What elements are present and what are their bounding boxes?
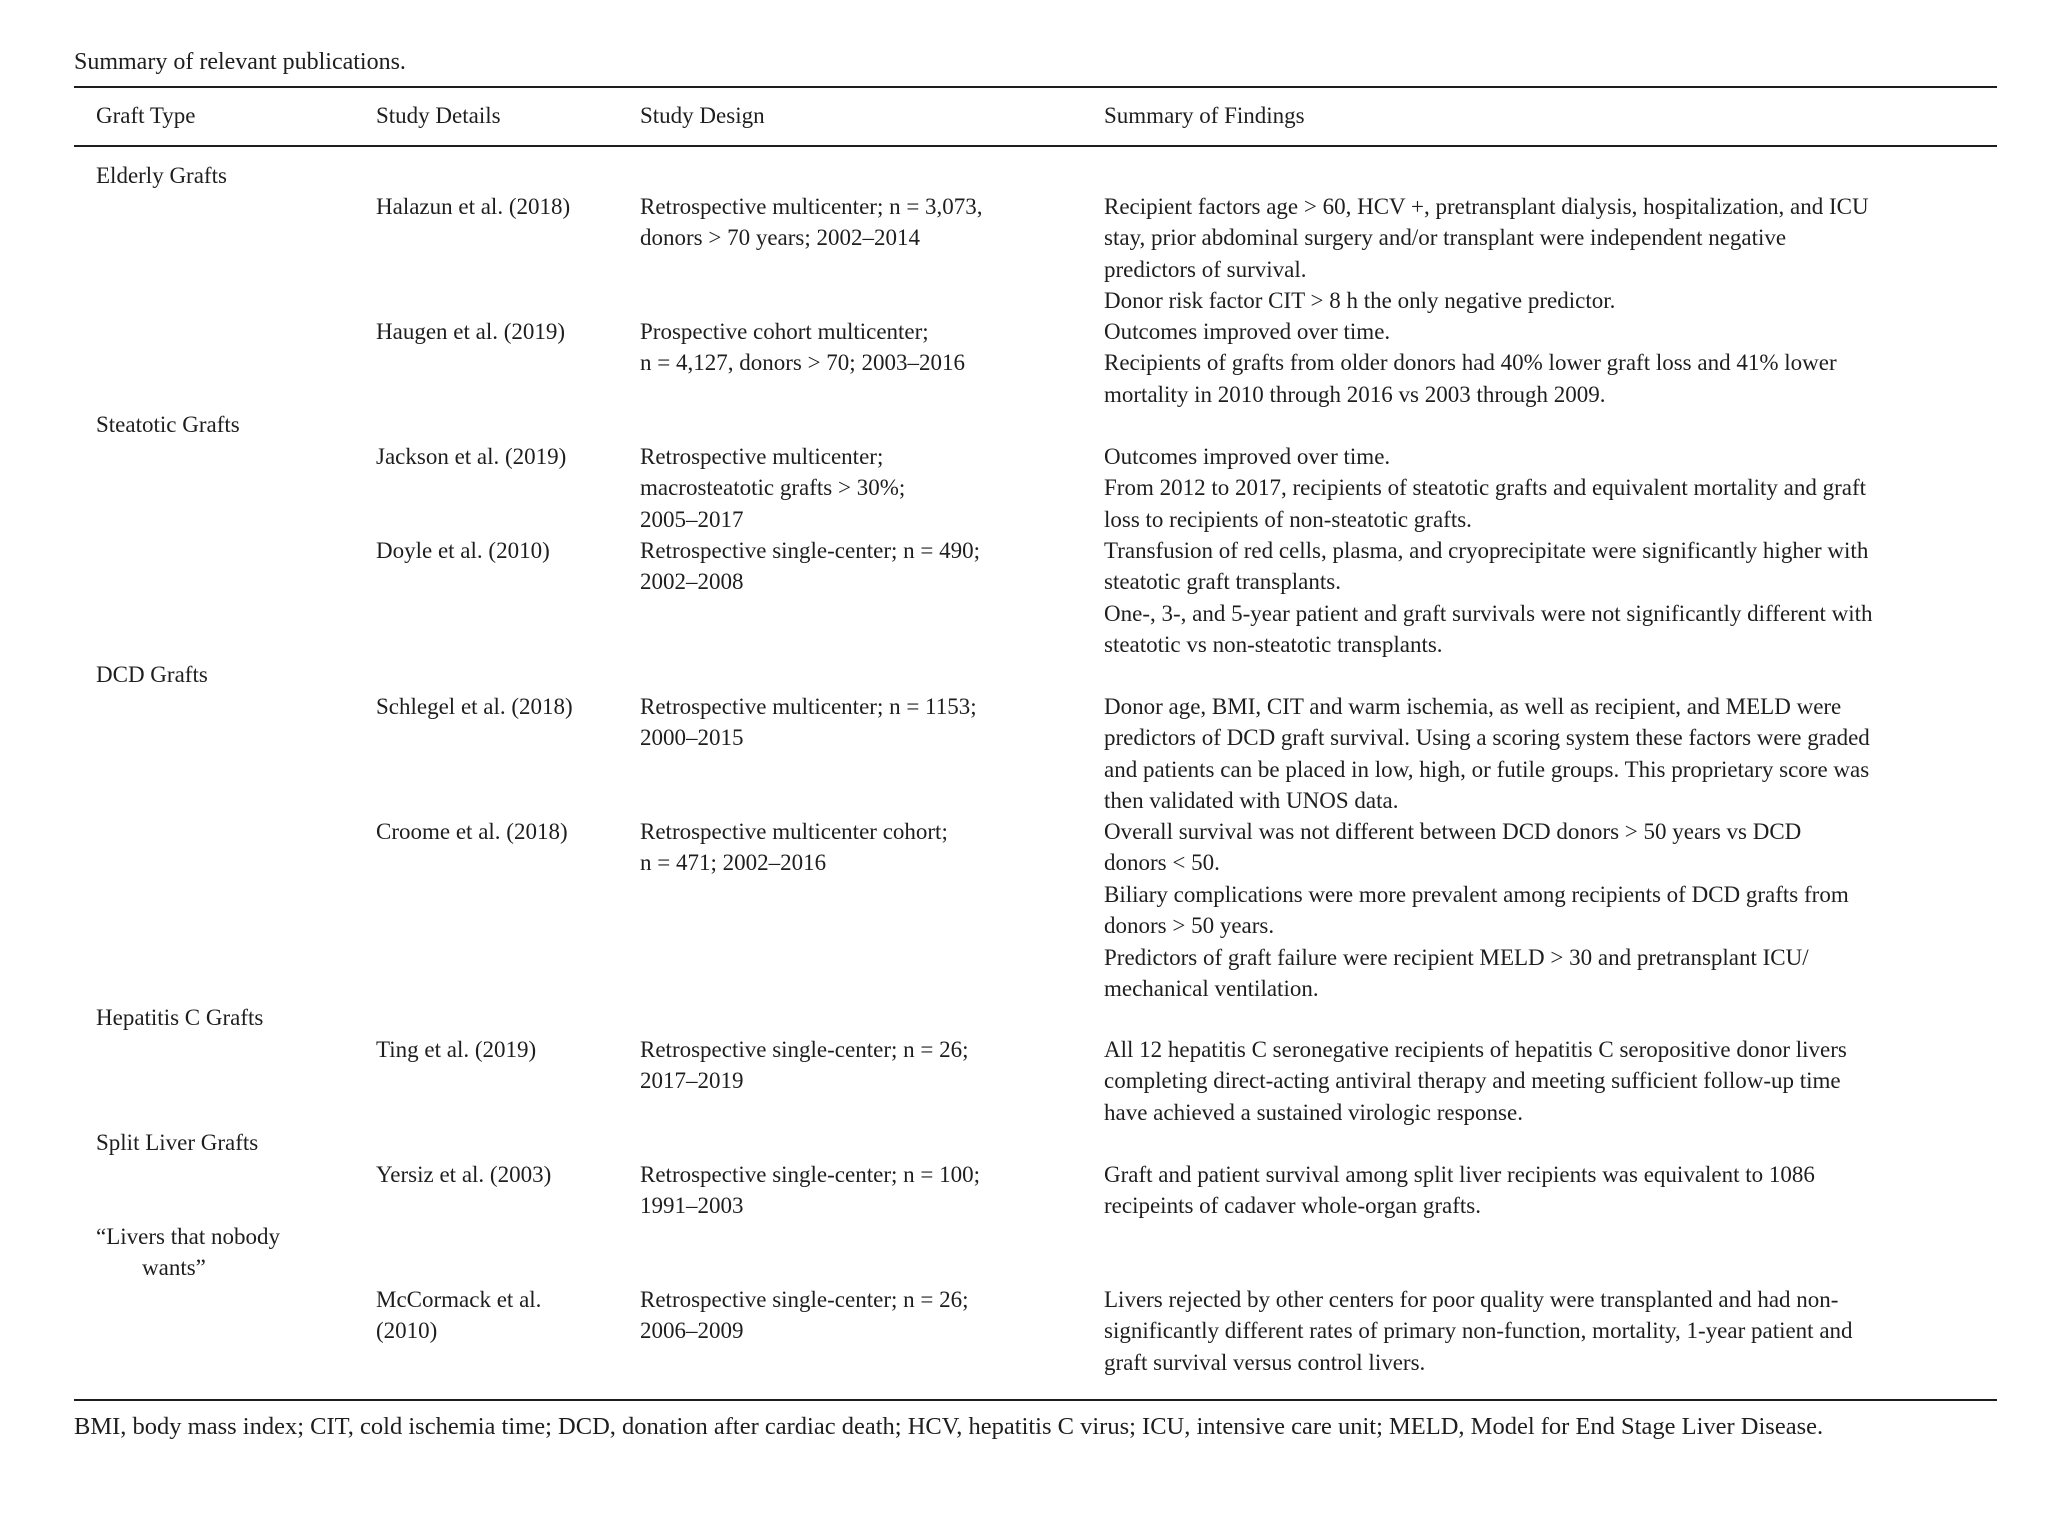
category-livers-nobody-wants (96, 1221, 356, 1284)
table-row-design: Retrospective single-center; n = 26; 2006–2009 (640, 1287, 969, 1344)
table-row-study: Doyle et al. (2010) (376, 538, 550, 563)
table-row-study: Jackson et al. (2019) (376, 444, 567, 469)
table-row-findings: Graft and patient survival among split liver recipients was equivalent to 1086 recipeints of cadaver whole-organ grafts. (1104, 1162, 1815, 1219)
table-row-findings: Outcomes improved over time. From 2012 to 2017, recipients of steatotic grafts and equivalent mortality and graft loss to recipients of non-steatotic grafts. (1104, 444, 1866, 532)
table-row-findings: All 12 hepatitis C seronegative recipients of hepatitis C seropositive donor livers completing direct-acting antiviral therapy and meeting sufficient follow-up time have achieved a sustained virologic response. (1104, 1037, 1847, 1125)
table-row-design: Prospective cohort multicenter; n = 4,127, donors > 70; 2003–2016 (640, 319, 965, 376)
category-livers-nobody-wants-line1: “Livers that nobody (96, 1224, 280, 1249)
table-bottom-rule (74, 1399, 1997, 1401)
table-row-design: Retrospective single-center; n = 100; 1991–2003 (640, 1162, 980, 1219)
table-row-design: Retrospective single-center; n = 26; 2017–2019 (640, 1037, 969, 1094)
table-row-study: Schlegel et al. (2018) (376, 694, 573, 719)
table-header-rule (74, 145, 1997, 147)
table-row-findings: Livers rejected by other centers for poor quality were transplanted and had non- significantly different rates of primary non-function, mortality, 1-year patient and graft survival versus control livers. (1104, 1287, 1853, 1375)
table-row-findings: Overall survival was not different between DCD donors > 50 years vs DCD donors < 50. Biliary complications were more prevalent among recipients of DCD grafts from donors > 50 years. Predictors of graft failure were recipient MELD > 30 and pretransplant ICU/ mechanical ventilation. (1104, 819, 1849, 1002)
category-dcd-grafts: DCD Grafts (96, 662, 208, 687)
table-row-study: Ting et al. (2019) (376, 1037, 537, 1062)
category-elderly-grafts: Elderly Grafts (96, 163, 227, 188)
category-split-liver-grafts: Split Liver Grafts (96, 1130, 259, 1155)
table-row-study: Croome et al. (2018) (376, 819, 568, 844)
table-row-study: Halazun et al. (2018) (376, 194, 571, 219)
table-top-rule (74, 86, 1997, 88)
table-row-findings: Transfusion of red cells, plasma, and cryoprecipitate were significantly higher with steatotic graft transplants. One-, 3-, and 5-year patient and graft survivals were not significantly different with steatotic vs non-steatotic transplants. (1104, 538, 1873, 658)
table-footnote: BMI, body mass index; CIT, cold ischemia time; DCD, donation after cardiac death; HCV, hepatitis C virus; ICU, intensive care unit; MELD, Model for End Stage Liver Disease. (74, 1413, 1824, 1440)
table-row-study: Yersiz et al. (2003) (376, 1162, 552, 1187)
table-row-design: Retrospective multicenter cohort; n = 471; 2002–2016 (640, 819, 948, 876)
category-steatotic-grafts: Steatotic Grafts (96, 412, 240, 437)
table-caption: Summary of relevant publications. (74, 49, 406, 75)
table-row-findings: Outcomes improved over time. Recipients of grafts from older donors had 40% lower graft loss and 41% lower mortality in 2010 through 2016 vs 2003 through 2009. (1104, 319, 1837, 407)
table-row-findings: Donor age, BMI, CIT and warm ischemia, as well as recipient, and MELD were predictors of DCD graft survival. Using a scoring system these factors were graded and patients can be placed in low, high, or futile groups. This proprietary score was then validated with UNOS data. (1104, 694, 1870, 814)
table-row-findings: Recipient factors age > 60, HCV +, pretransplant dialysis, hospitalization, and ICU stay, prior abdominal surgery and/or transplant were independent negative predictors of survival. Donor risk factor CIT > 8 h the only negative predictor. (1104, 194, 1869, 314)
header-graft-type: Graft Type (96, 103, 196, 128)
table-row-study: Haugen et al. (2019) (376, 319, 566, 344)
table-row-study: McCormack et al. (2010) (376, 1287, 542, 1344)
header-summary-of-findings: Summary of Findings (1104, 103, 1305, 128)
header-study-details: Study Details (376, 103, 501, 128)
category-livers-nobody-wants-line2: wants” (142, 1255, 206, 1281)
table-row-design: Retrospective multicenter; n = 1153; 2000–2015 (640, 694, 977, 751)
table-row-design: Retrospective multicenter; n = 3,073, donors > 70 years; 2002–2014 (640, 194, 983, 251)
category-hepatitis-c-grafts: Hepatitis C Grafts (96, 1005, 264, 1030)
header-study-design: Study Design (640, 103, 765, 128)
table-row-design: Retrospective single-center; n = 490; 2002–2008 (640, 538, 980, 595)
table-row-design: Retrospective multicenter; macrosteatotic grafts > 30%; 2005–2017 (640, 444, 906, 532)
